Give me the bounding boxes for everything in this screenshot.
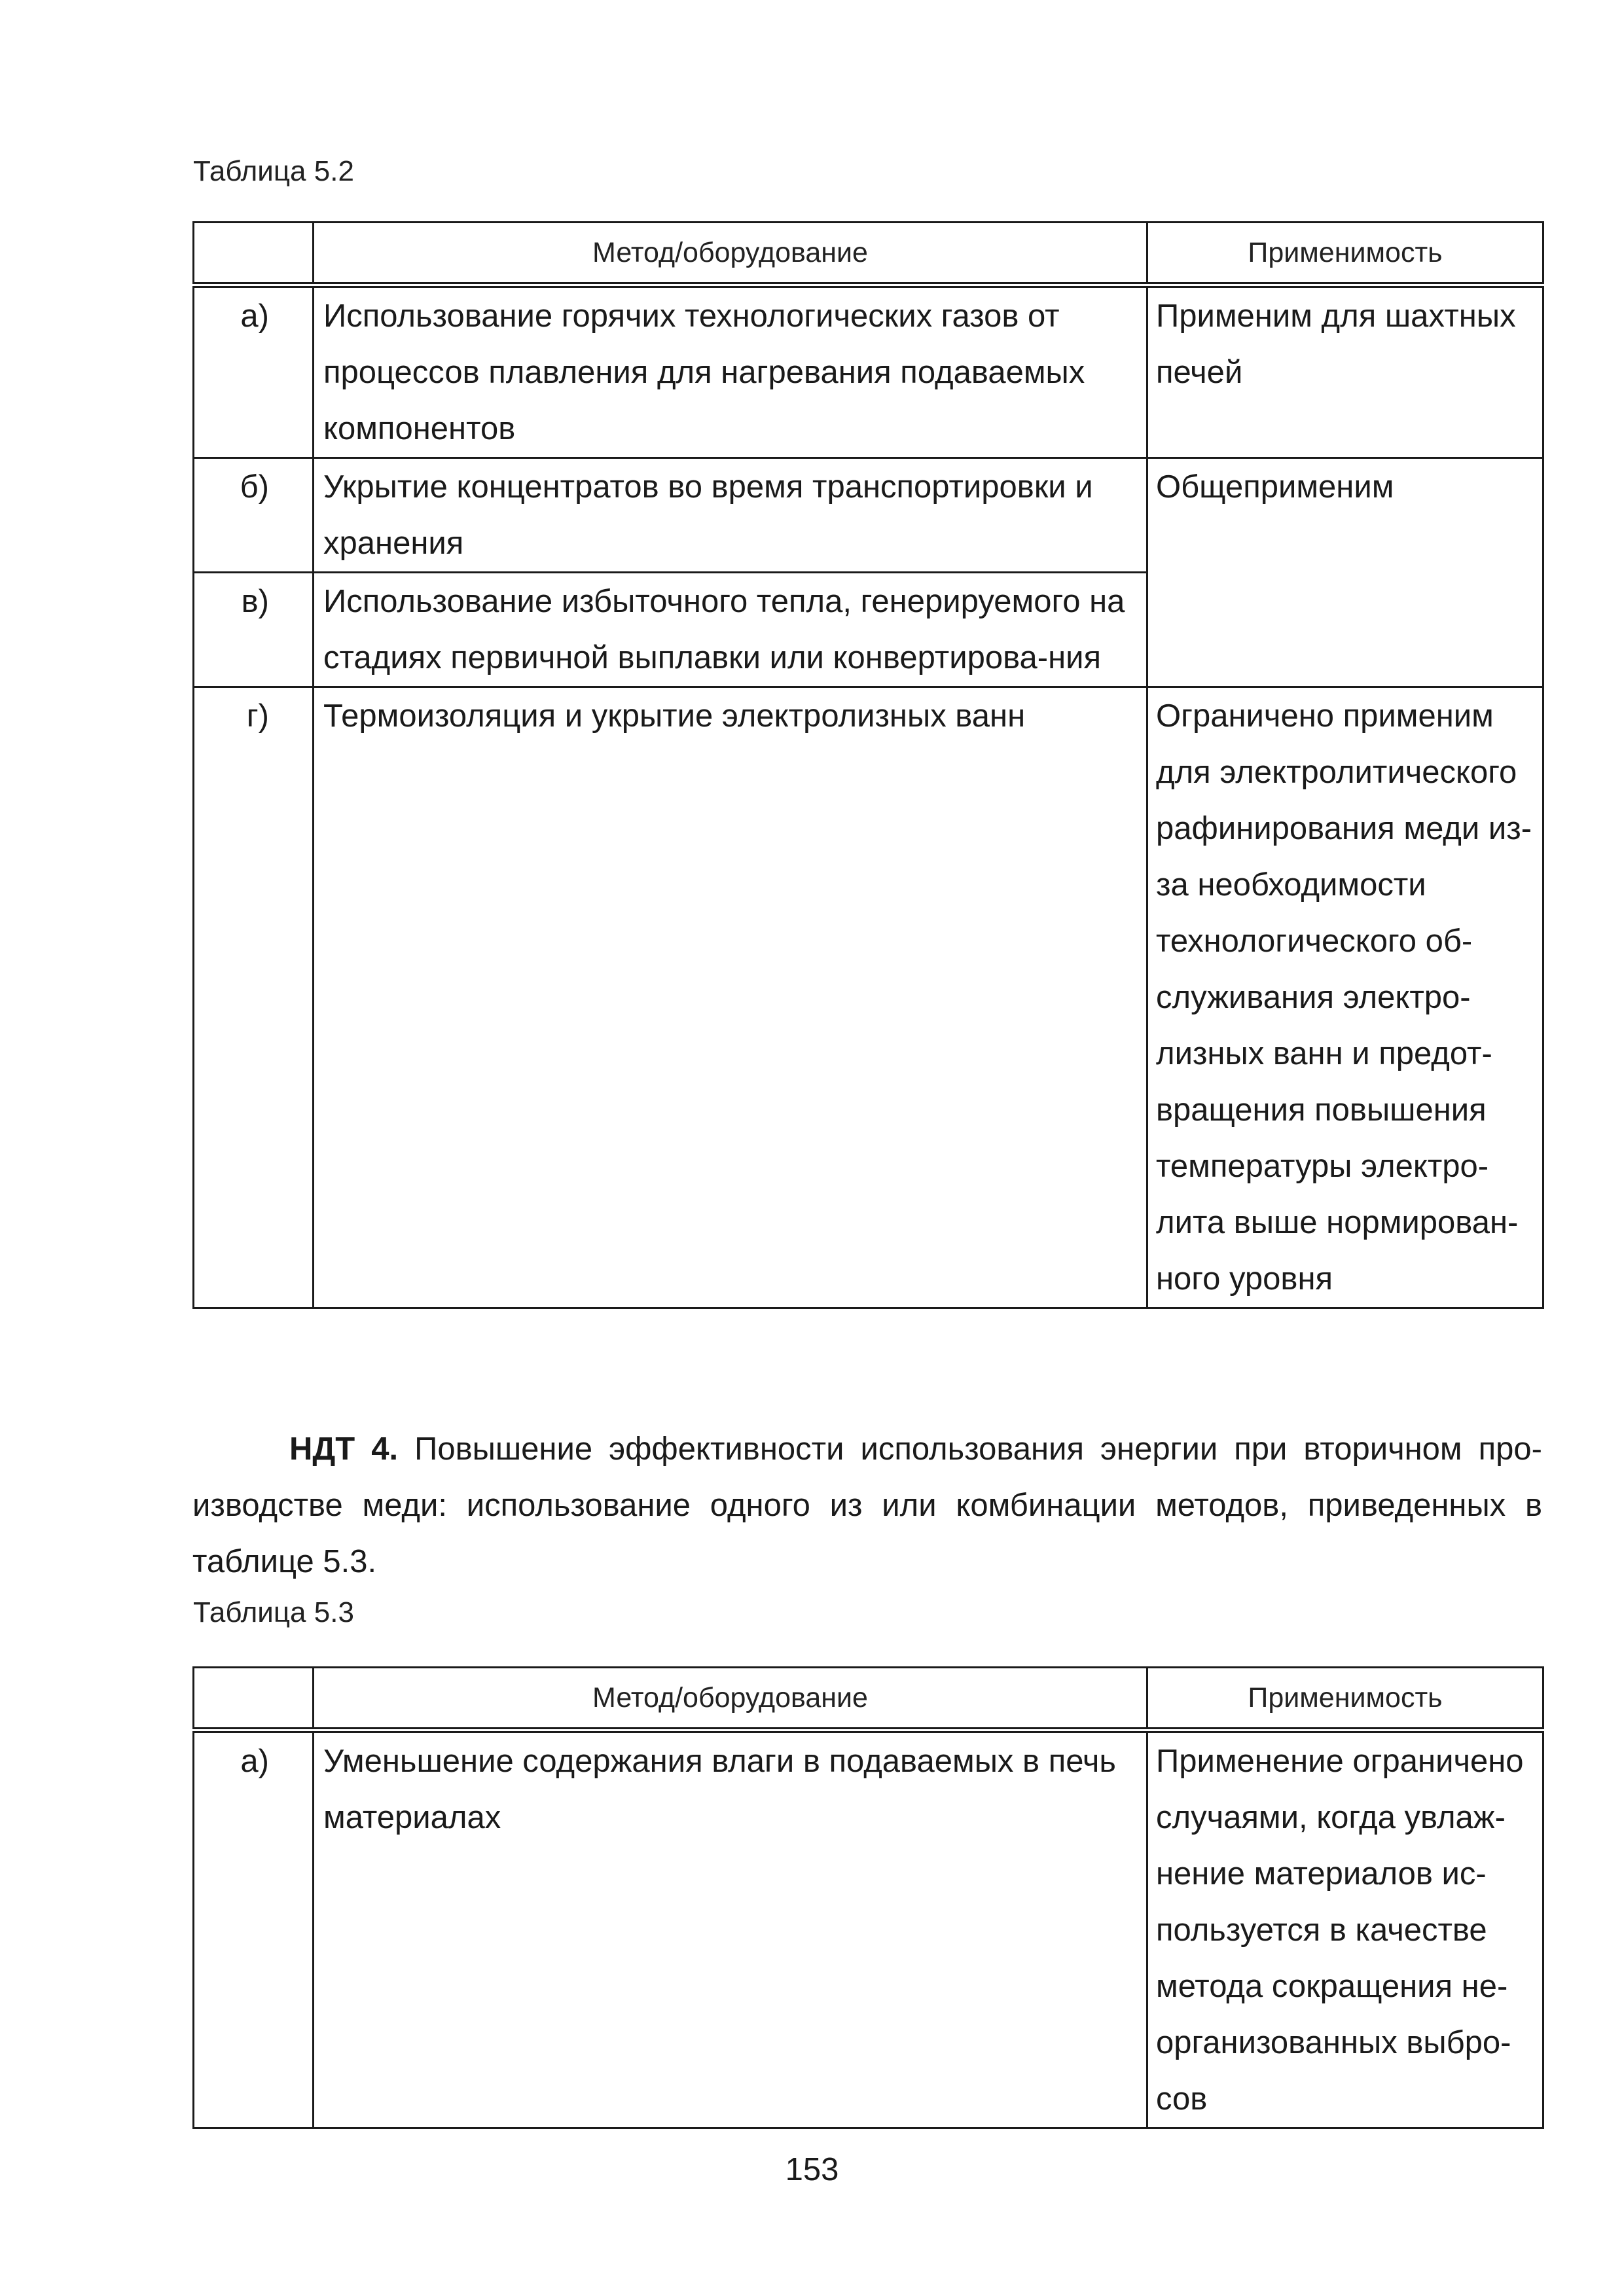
table-row (194, 458, 1543, 573)
page-number: 153 (785, 2152, 839, 2187)
row-index: б) (194, 458, 314, 573)
table-5-3 (192, 1666, 1544, 2129)
table-row (194, 285, 1543, 458)
table-5-2-caption: Таблица 5.2 (193, 155, 354, 187)
table-row (194, 687, 1543, 1308)
row-method: Термоизоляция и укрытие электролизных ванн (314, 687, 1147, 1308)
header-applicability-cell: Применимость (1147, 223, 1543, 285)
row-applicability: Ограничено применим для электролитического рафинирования меди из-за необходимости технологического об-служивания электро-лизных ванн и предот-вращения повышения температуры электро-лита выше нормирован-ного уровня (1147, 687, 1543, 1308)
table-5-3-caption: Таблица 5.3 (193, 1596, 354, 1628)
row-method: Уменьшение содержания влаги в подаваемых в печь материалах (314, 1731, 1147, 2128)
table-5-2 (192, 221, 1544, 1309)
header-index-cell (194, 1668, 314, 1731)
header-applicability-cell: Применимость (1147, 1668, 1543, 1731)
header-method-cell: Метод/оборудование (314, 223, 1147, 285)
ndt-4-paragraph (192, 1421, 1542, 1590)
ndt-4-text: Повышение эффективности использования энергии при вторичном про-изводстве меди: использование одного из или комбинации методов, приведенных в таблице 5.3. (192, 1431, 1542, 1579)
row-applicability: Применим для шахтных печей (1147, 285, 1543, 458)
header-index-cell (194, 223, 314, 285)
table-header-row (194, 1668, 1543, 1731)
row-index: а) (194, 285, 314, 458)
header-method-cell: Метод/оборудование (314, 1668, 1147, 1731)
row-applicability: Применение ограничено случаями, когда увлаж-нение материалов ис-пользуется в качестве метода сокращения не-организованных выбро-сов (1147, 1731, 1543, 2128)
row-method: Использование избыточного тепла, генерируемого на стадиях первичной выплавки или конвертирова-ния (314, 573, 1147, 687)
row-applicability: Общеприменим (1147, 458, 1543, 687)
row-method: Укрытие концентратов во время транспортировки и хранения (314, 458, 1147, 573)
row-index: в) (194, 573, 314, 687)
row-index: г) (194, 687, 314, 1308)
table-row (194, 1731, 1543, 2128)
row-index: а) (194, 1731, 314, 2128)
row-method: Использование горячих технологических газов от процессов плавления для нагревания подаваемых компонентов (314, 285, 1147, 458)
ndt-4-label: НДТ 4. (289, 1431, 399, 1467)
table-header-row (194, 223, 1543, 285)
